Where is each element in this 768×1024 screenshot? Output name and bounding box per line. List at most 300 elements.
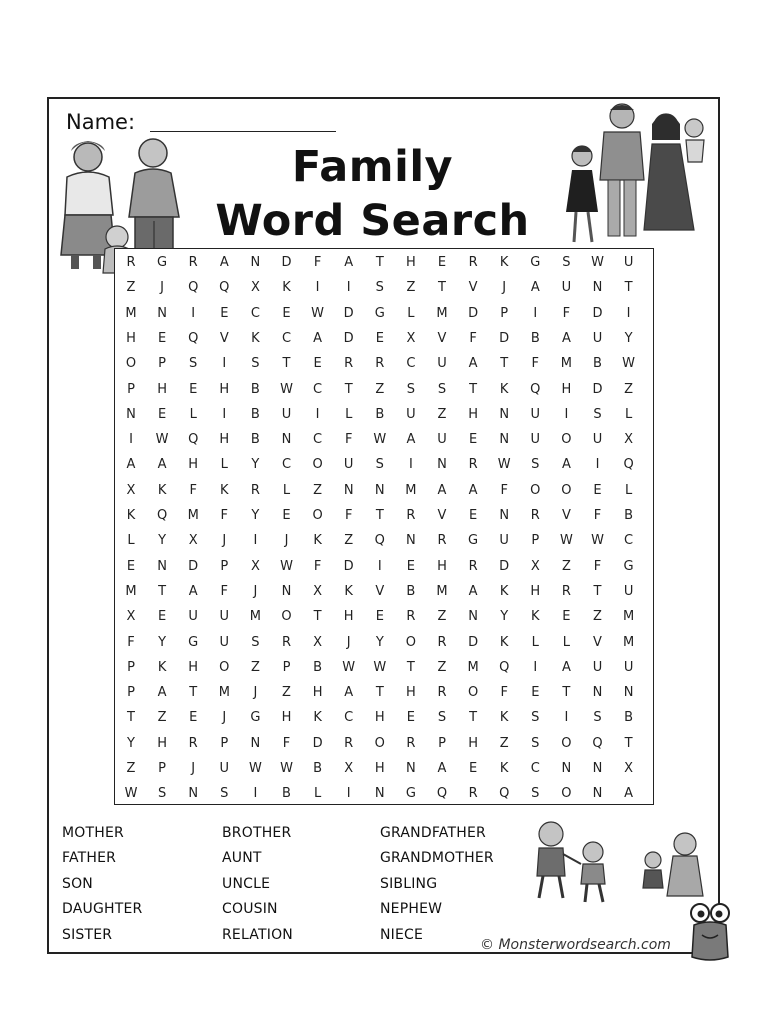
grid-letter: F bbox=[344, 508, 353, 523]
grid-letter: F bbox=[593, 508, 602, 523]
grid-letter: J bbox=[222, 710, 227, 726]
grid-letter: R bbox=[437, 634, 447, 650]
grid-letter: L bbox=[407, 305, 415, 321]
grid-letter: L bbox=[282, 482, 291, 498]
grid-letter: N bbox=[437, 457, 447, 473]
grid-letter: L bbox=[624, 482, 633, 498]
grid-letter: G bbox=[405, 786, 416, 802]
grid-letter: U bbox=[561, 280, 572, 296]
grid-row bbox=[118, 326, 648, 351]
grid-letter: N bbox=[499, 508, 510, 523]
grid-letter: T bbox=[469, 381, 478, 397]
grid-letter: O bbox=[312, 457, 323, 473]
grid-letter: T bbox=[158, 583, 167, 599]
grid-letter: V bbox=[561, 508, 571, 523]
grid-letter: U bbox=[530, 432, 541, 448]
grid-letter: A bbox=[468, 583, 478, 599]
grid-letter: G bbox=[374, 305, 385, 321]
grid-row bbox=[118, 579, 648, 604]
grid-letter: C bbox=[313, 432, 323, 448]
grid-letter: I bbox=[346, 280, 351, 296]
grid-letter: D bbox=[499, 558, 510, 574]
grid-letter: K bbox=[282, 280, 291, 296]
grid-letter: A bbox=[188, 583, 198, 599]
grid-letter: E bbox=[157, 330, 167, 346]
grid-letter: I bbox=[129, 432, 133, 448]
grid-letter: C bbox=[624, 533, 634, 549]
grid-letter: F bbox=[593, 558, 602, 574]
grid-letter: N bbox=[406, 533, 416, 549]
grid-letter: R bbox=[468, 558, 478, 574]
grid-letter: R bbox=[406, 508, 416, 523]
grid-letter: O bbox=[561, 735, 572, 751]
grid-letter: T bbox=[189, 685, 198, 701]
grid-letter: V bbox=[437, 508, 447, 523]
grid-letter: S bbox=[562, 255, 571, 270]
grid-letter: H bbox=[374, 710, 385, 726]
grid-letter: D bbox=[281, 255, 292, 270]
grid-letter: N bbox=[343, 482, 354, 498]
grid-letter: N bbox=[592, 761, 603, 776]
grid-letter: M bbox=[436, 305, 448, 321]
grid-letter: K bbox=[344, 583, 353, 599]
grid-letter: Q bbox=[188, 280, 199, 296]
grid-letter: T bbox=[438, 280, 446, 296]
word-list-item: GRANDFATHER bbox=[380, 825, 486, 841]
grid-letter: E bbox=[313, 356, 322, 372]
grid-letter: F bbox=[469, 330, 477, 346]
grid-letter: R bbox=[126, 255, 136, 270]
grid-letter: Z bbox=[126, 280, 136, 296]
grid-letter: U bbox=[406, 406, 416, 422]
grid-letter: A bbox=[344, 685, 354, 701]
grid-letter: U bbox=[219, 609, 230, 625]
grid-letter: B bbox=[313, 761, 323, 776]
grid-letter: O bbox=[374, 735, 385, 751]
grid-letter: F bbox=[313, 255, 322, 270]
page-subtitle: Word Search bbox=[215, 196, 530, 246]
grid-letter: I bbox=[408, 457, 413, 473]
grid-letter: K bbox=[499, 583, 509, 599]
grid-letter: Q bbox=[623, 457, 634, 473]
grid-letter: N bbox=[281, 432, 292, 448]
word-list-item: SISTER bbox=[62, 926, 113, 943]
grid-letter: U bbox=[188, 609, 198, 625]
grid-letter: E bbox=[375, 609, 384, 625]
grid-letter: I bbox=[564, 406, 569, 422]
grid-letter: P bbox=[438, 735, 446, 751]
grid-letter: N bbox=[592, 786, 603, 802]
grid-letter: T bbox=[375, 255, 384, 270]
grid-letter: J bbox=[222, 533, 227, 549]
grid-letter: S bbox=[251, 634, 260, 650]
grid-letter: F bbox=[282, 735, 291, 751]
grid-letter: I bbox=[315, 280, 320, 296]
word-list-item: NEPHEW bbox=[380, 901, 443, 918]
word-list-item: NIECE bbox=[380, 926, 424, 943]
grid-letter: P bbox=[127, 659, 135, 675]
grid-letter: H bbox=[126, 330, 136, 346]
grid-letter: T bbox=[500, 356, 509, 372]
grid-letter: W bbox=[622, 356, 636, 372]
grid-letter: P bbox=[282, 659, 291, 675]
grid-letter: P bbox=[531, 533, 540, 549]
grid-letter: Z bbox=[593, 609, 602, 625]
grid-letter: Z bbox=[406, 280, 416, 296]
grid-letter: G bbox=[530, 255, 541, 270]
grid-letter: O bbox=[561, 432, 572, 448]
grid-letter: K bbox=[499, 255, 509, 270]
grid-letter: A bbox=[468, 482, 478, 498]
grid-letter: A bbox=[561, 457, 571, 473]
grid-letter: L bbox=[127, 533, 135, 549]
grid-letter: U bbox=[623, 659, 634, 675]
grid-letter: D bbox=[312, 735, 323, 751]
grid-letter: E bbox=[189, 381, 198, 397]
word-list-item: DAUGHTER bbox=[62, 901, 143, 918]
grid-letter: Y bbox=[158, 634, 167, 650]
grid-letter: M bbox=[436, 583, 448, 599]
grid-letter: E bbox=[375, 330, 384, 346]
grid-letter: C bbox=[250, 305, 260, 321]
grid-row bbox=[118, 680, 648, 705]
grid-letter: Q bbox=[499, 786, 510, 802]
grid-letter: Z bbox=[126, 761, 136, 776]
grid-letter: O bbox=[125, 356, 137, 372]
grid-row bbox=[118, 427, 648, 452]
grid-letter: Z bbox=[344, 533, 354, 549]
grid-letter: F bbox=[344, 432, 353, 448]
grid-letter: A bbox=[530, 280, 540, 296]
grid-letter: X bbox=[188, 533, 198, 549]
grid-letter: B bbox=[250, 432, 260, 448]
grid-letter: W bbox=[559, 533, 573, 549]
grid-letter: E bbox=[468, 432, 478, 448]
grid-letter: C bbox=[313, 381, 323, 397]
grid-letter: H bbox=[281, 710, 292, 726]
grid-letter: R bbox=[188, 255, 198, 270]
grid-letter: W bbox=[373, 432, 387, 448]
grid-letter: X bbox=[624, 432, 634, 448]
grid-letter: S bbox=[531, 786, 540, 802]
grid-row bbox=[118, 250, 648, 275]
grid-letter: E bbox=[406, 558, 415, 574]
grid-letter: T bbox=[593, 583, 602, 599]
word-search-grid bbox=[114, 248, 654, 805]
grid-letter: S bbox=[437, 710, 447, 726]
grid-letter: U bbox=[592, 330, 603, 346]
grid-letter: T bbox=[313, 609, 322, 625]
grid-letter: U bbox=[499, 533, 509, 549]
grid-letter: I bbox=[253, 533, 258, 549]
grid-letter: S bbox=[251, 356, 260, 372]
grid-letter: T bbox=[344, 381, 353, 397]
grid-letter: W bbox=[591, 533, 604, 549]
grid-row bbox=[118, 528, 648, 553]
grid-letter: J bbox=[253, 685, 258, 701]
grid-letter: V bbox=[593, 634, 602, 650]
grid-letter: Z bbox=[313, 482, 323, 498]
grid-letter: U bbox=[281, 406, 292, 422]
grid-letter: B bbox=[593, 356, 602, 372]
grid-letter: R bbox=[406, 735, 416, 751]
grid-letter: K bbox=[499, 761, 509, 776]
grid-row bbox=[118, 351, 648, 376]
grid-letter: L bbox=[189, 406, 197, 422]
grid-letter: E bbox=[468, 761, 478, 776]
grid-letter: H bbox=[219, 381, 230, 397]
grid-letter: P bbox=[127, 381, 135, 397]
grid-letter: Y bbox=[624, 330, 633, 346]
grid-letter: D bbox=[468, 634, 479, 650]
grid-letter: U bbox=[530, 406, 541, 422]
word-list-item: COUSIN bbox=[222, 901, 278, 918]
grid-letter: E bbox=[189, 710, 198, 726]
grid-letter: E bbox=[157, 609, 167, 625]
grid-letter: Z bbox=[561, 558, 571, 574]
grid-letter: Q bbox=[188, 330, 199, 346]
grid-letter: P bbox=[500, 305, 509, 321]
grid-letter: S bbox=[157, 786, 167, 802]
grid-letter: H bbox=[468, 735, 478, 751]
grid-letter: N bbox=[157, 305, 167, 321]
grid-row bbox=[118, 781, 648, 806]
grid-letter: U bbox=[437, 356, 447, 372]
grid-letter: G bbox=[468, 533, 479, 549]
grid-letter: W bbox=[280, 558, 293, 574]
grid-letter: N bbox=[468, 609, 478, 625]
grid-letter: R bbox=[344, 356, 354, 372]
grid-letter: I bbox=[626, 305, 631, 321]
children-clipart bbox=[515, 820, 715, 910]
grid-letter: Z bbox=[250, 659, 260, 675]
grid-letter: U bbox=[592, 659, 603, 675]
grid-letter: K bbox=[126, 508, 136, 523]
grid-letter: B bbox=[624, 508, 634, 523]
grid-letter: F bbox=[313, 558, 322, 574]
grid-letter: F bbox=[531, 356, 540, 372]
word-list-column-2 bbox=[222, 825, 293, 952]
grid-letter: W bbox=[342, 659, 356, 675]
grid-letter: A bbox=[126, 457, 136, 473]
grid-letter: O bbox=[281, 609, 292, 625]
grid-letter: Z bbox=[157, 710, 167, 726]
grid-letter: N bbox=[623, 685, 634, 701]
grid-letter: S bbox=[189, 356, 198, 372]
grid-letter: R bbox=[188, 735, 198, 751]
grid-letter: R bbox=[281, 634, 292, 650]
grid-letter: E bbox=[531, 685, 540, 701]
grid-row bbox=[118, 604, 648, 629]
grid-letter: E bbox=[282, 508, 291, 523]
grid-letter: A bbox=[437, 761, 447, 776]
grid-letter: F bbox=[127, 634, 135, 650]
monster-mascot-icon bbox=[688, 903, 732, 965]
grid-letter: M bbox=[622, 634, 635, 650]
grid-letter: B bbox=[406, 583, 416, 599]
grid-letter: W bbox=[280, 381, 293, 397]
grid-letter: X bbox=[344, 761, 354, 776]
grid-row bbox=[118, 377, 648, 402]
grid-letter: A bbox=[313, 330, 323, 346]
grid-letter: X bbox=[313, 583, 323, 599]
grid-letter: V bbox=[219, 330, 229, 346]
grid-letter: H bbox=[219, 432, 230, 448]
grid-letter: T bbox=[469, 710, 478, 726]
grid-letter: Q bbox=[499, 659, 510, 675]
grid-letter: N bbox=[592, 280, 603, 296]
grid-letter: E bbox=[437, 255, 447, 270]
grid-letter: E bbox=[562, 609, 571, 625]
grid-letter: K bbox=[157, 659, 167, 675]
grid-letter: B bbox=[530, 330, 540, 346]
grid-letter: R bbox=[406, 609, 416, 625]
grid-letter: T bbox=[406, 659, 415, 675]
grid-letter: N bbox=[374, 482, 385, 498]
grid-letter: E bbox=[468, 508, 478, 523]
grid-letter: M bbox=[622, 609, 635, 625]
grid-letter: W bbox=[373, 659, 387, 675]
grid-letter: L bbox=[624, 406, 633, 422]
grid-letter: D bbox=[343, 305, 354, 321]
grid-letter: T bbox=[624, 735, 633, 751]
grid-letter: W bbox=[497, 457, 511, 473]
grid-letter: G bbox=[157, 255, 168, 270]
grid-letter: S bbox=[531, 457, 540, 473]
grid-letter: B bbox=[282, 786, 291, 802]
page-title: Family bbox=[291, 142, 454, 192]
grid-letter: A bbox=[561, 330, 571, 346]
grid-letter: N bbox=[188, 786, 199, 802]
grid-letter: X bbox=[250, 558, 260, 574]
grid-row bbox=[118, 452, 648, 477]
grid-letter: S bbox=[593, 710, 602, 726]
grid-letter: N bbox=[157, 558, 167, 574]
grid-letter: J bbox=[160, 280, 165, 296]
grid-row bbox=[118, 478, 648, 503]
grid-letter: W bbox=[311, 305, 325, 321]
grid-letter: H bbox=[561, 381, 572, 397]
grid-letter: S bbox=[593, 406, 602, 422]
word-list-column-3 bbox=[380, 825, 494, 952]
grid-letter: X bbox=[530, 558, 540, 574]
grid-letter: T bbox=[375, 508, 384, 523]
grid-letter: K bbox=[499, 381, 509, 397]
grid-letter: T bbox=[282, 356, 291, 372]
grid-letter: S bbox=[437, 381, 447, 397]
grid-letter: S bbox=[220, 786, 229, 802]
grid-letter: F bbox=[500, 685, 508, 701]
grid-letter: Z bbox=[437, 406, 447, 422]
grid-letter: E bbox=[220, 305, 229, 321]
grid-letter: F bbox=[220, 583, 229, 599]
grid-row bbox=[118, 655, 648, 680]
word-list-item: BROTHER bbox=[222, 825, 292, 841]
grid-letter: I bbox=[533, 659, 538, 675]
grid-letter: Q bbox=[188, 432, 199, 448]
grid-letter: L bbox=[345, 406, 353, 422]
grid-letter: P bbox=[127, 685, 135, 701]
grid-letter: M bbox=[560, 356, 572, 372]
grid-letter: H bbox=[188, 659, 199, 675]
grid-letter: R bbox=[468, 786, 478, 802]
grid-letter: W bbox=[591, 255, 604, 270]
grid-letter: A bbox=[624, 786, 634, 802]
grid-letter: E bbox=[157, 406, 167, 422]
grid-letter: Q bbox=[530, 381, 541, 397]
grid-letter: U bbox=[219, 634, 230, 650]
grid-letter: W bbox=[155, 432, 169, 448]
grid-letter: O bbox=[561, 482, 572, 498]
grid-letter: H bbox=[312, 685, 323, 701]
grid-letter: W bbox=[280, 761, 293, 776]
grid-letter: A bbox=[219, 255, 229, 270]
grid-row bbox=[118, 731, 648, 756]
grid-letter: N bbox=[250, 255, 261, 270]
site-credit: © Monsterwordsearch.com bbox=[480, 937, 671, 953]
grid-letter: Z bbox=[437, 659, 447, 675]
grid-letter: X bbox=[250, 280, 260, 296]
grid-letter: H bbox=[406, 685, 416, 701]
word-list-item: SON bbox=[62, 875, 93, 892]
grid-letter: G bbox=[623, 558, 634, 574]
grid-letter: H bbox=[343, 609, 354, 625]
word-list-item: FATHER bbox=[62, 850, 117, 867]
grid-letter: U bbox=[592, 432, 603, 448]
grid-letter: U bbox=[219, 761, 230, 776]
grid-letter: R bbox=[375, 356, 385, 372]
grid-letter: H bbox=[468, 406, 478, 422]
family-clipart bbox=[552, 100, 722, 250]
grid-letter: S bbox=[531, 710, 540, 726]
grid-letter: A bbox=[344, 255, 354, 270]
grid-letter: J bbox=[253, 583, 258, 599]
grid-letter: M bbox=[125, 305, 137, 321]
grid-letter: I bbox=[595, 457, 600, 473]
grid-letter: Z bbox=[375, 381, 385, 397]
grid-letter: L bbox=[531, 634, 539, 650]
grid-letter: R bbox=[468, 255, 478, 270]
grid-letter: J bbox=[284, 533, 289, 549]
grid-letter: H bbox=[406, 255, 416, 270]
grid-letter: T bbox=[127, 710, 135, 726]
grid-letter: A bbox=[561, 659, 571, 675]
grid-letter: R bbox=[437, 685, 447, 701]
grid-letter: O bbox=[467, 685, 479, 701]
grid-letter: N bbox=[281, 583, 292, 599]
grid-row bbox=[118, 705, 648, 730]
grid-letter: D bbox=[343, 558, 354, 574]
grid-letter: F bbox=[189, 482, 197, 498]
grid-letter: F bbox=[562, 305, 571, 321]
grid-letter: O bbox=[405, 634, 416, 650]
grid-letter: D bbox=[188, 558, 199, 574]
grid-letter: R bbox=[250, 482, 260, 498]
grid-letter: X bbox=[126, 609, 136, 625]
grid-letter: I bbox=[377, 558, 382, 574]
grid-letter: Z bbox=[499, 735, 509, 751]
grid-letter: D bbox=[499, 330, 510, 346]
grid-letter: Q bbox=[156, 508, 168, 523]
grid-letter: O bbox=[530, 482, 541, 498]
grid-letter: S bbox=[375, 280, 384, 296]
grid-letter: R bbox=[530, 508, 540, 523]
grid-letter: I bbox=[222, 356, 227, 372]
grid-letter: S bbox=[406, 381, 416, 397]
grid-letter: V bbox=[375, 583, 385, 599]
grid-letter: P bbox=[158, 761, 167, 776]
word-list-item: SIBLING bbox=[380, 875, 438, 892]
